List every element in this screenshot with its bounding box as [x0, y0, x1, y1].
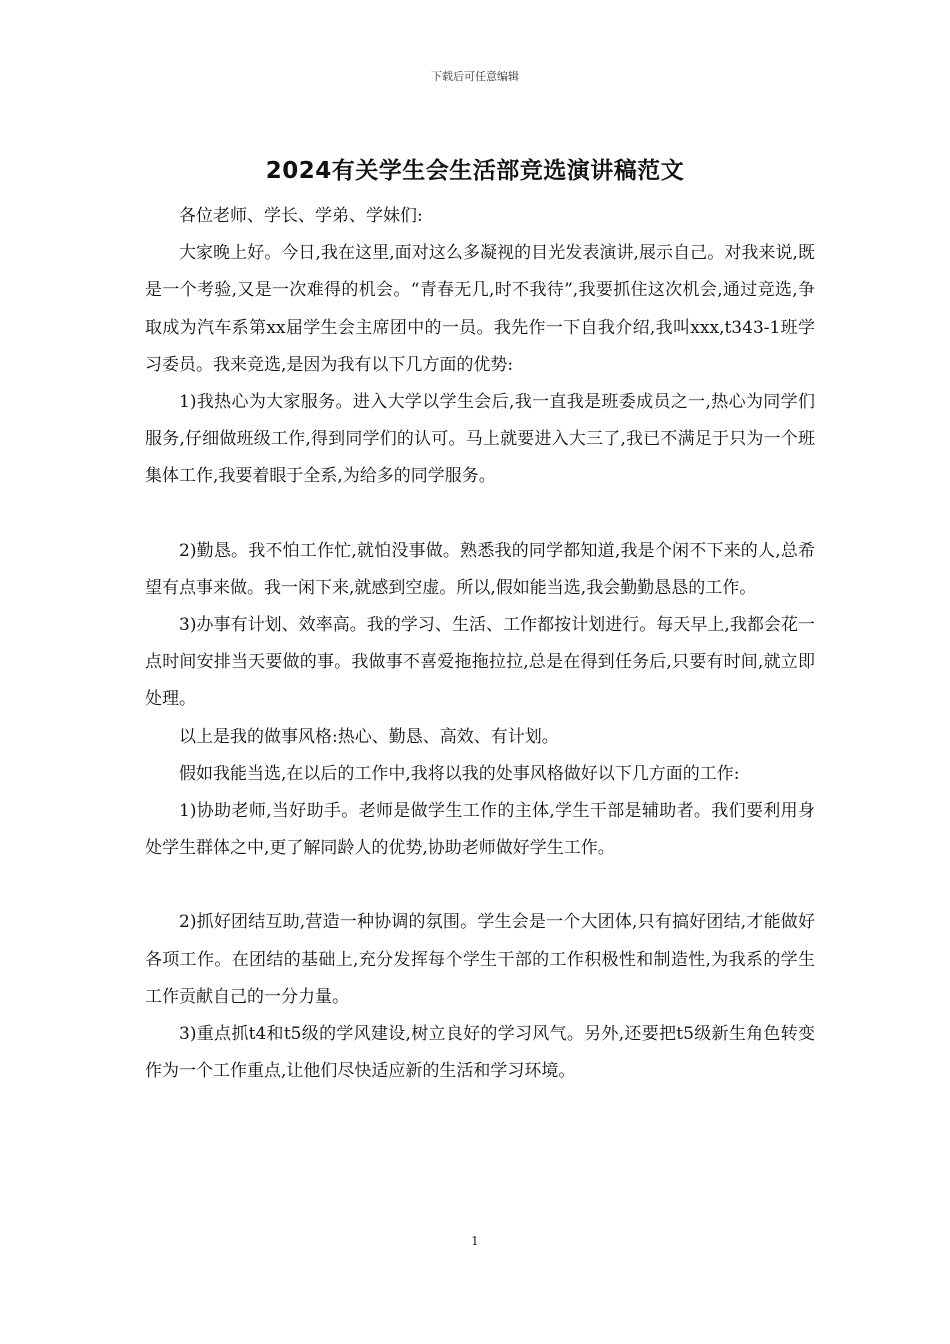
body-paragraph: 2)抓好团结互助,营造一种协调的氛围。学生会是一个大团体,只有搞好团结,才能做好各项工作。在团结的基础上,充分发挥每个学生干部的工作积极性和制造性,为我系的学生工作贡献自己的一分力量。 — [145, 912, 815, 1007]
body-paragraph: 以上是我的做事风格:热心、勤恳、高效、有计划。 — [179, 726, 559, 747]
body-paragraph: 2)勤恳。我不怕工作忙,就怕没事做。熟悉我的同学都知道,我是个闲不下来的人,总希望有点事来做。我一闲下来,就感到空虚。所以,假如能当选,我会勤勤恳恳的工作。 — [145, 540, 815, 598]
salutation-paragraph: 各位老师、学长、学弟、学妹们: — [179, 206, 423, 226]
body-paragraph: 大家晚上好。今日,我在这里,面对这么多凝视的目光发表演讲,展示自己。对我来说,既是一个考验,又是一次难得的机会。“青春无几,时不我待”,我要抓住这次机会,通过竞选,争取成为汽车系第xx届学生会主席团中的一员。我先作一下自我介绍,我叫xxx,t343-1班学习委员。我来竞选,是因为我有以下几方面的优势: — [145, 243, 815, 375]
body-paragraph: 1)协助老师,当好助手。老师是做学生工作的主体,学生干部是辅助者。我们要利用身处学生群体之中,更了解同龄人的优势,协助老师做好学生工作。 — [145, 801, 815, 859]
document-title: 2024有关学生会生活部竞选演讲稿范文 — [265, 158, 685, 184]
body-paragraph: 假如我能当选,在以后的工作中,我将以我的处事风格做好以下几方面的工作: — [179, 763, 740, 784]
body-paragraph: 3)办事有计划、效率高。我的学习、生活、工作都按计划进行。每天早上,我都会花一点时间安排当天要做的事。我做事不喜爱拖拖拉拉,总是在得到任务后,只要有时间,就立即处理。 — [145, 615, 815, 710]
document-body — [145, 198, 815, 1090]
page-number: 1 — [471, 1234, 479, 1248]
page-header: 下载后可任意编辑 — [431, 70, 519, 83]
body-paragraph: 3)重点抓t4和t5级的学风建设,树立良好的学习风气。另外,还要把t5级新生角色转变作为一个工作重点,让他们尽快适应新的生活和学习环境。 — [145, 1024, 815, 1082]
body-paragraph: 1)我热心为大家服务。进入大学以学生会后,我一直我是班委成员之一,热心为同学们服务,仔细做班级工作,得到同学们的认可。马上就要进入大三了,我已不满足于只为一个班集体工作,我要着眼于全系,为给多的同学服务。 — [145, 392, 815, 487]
